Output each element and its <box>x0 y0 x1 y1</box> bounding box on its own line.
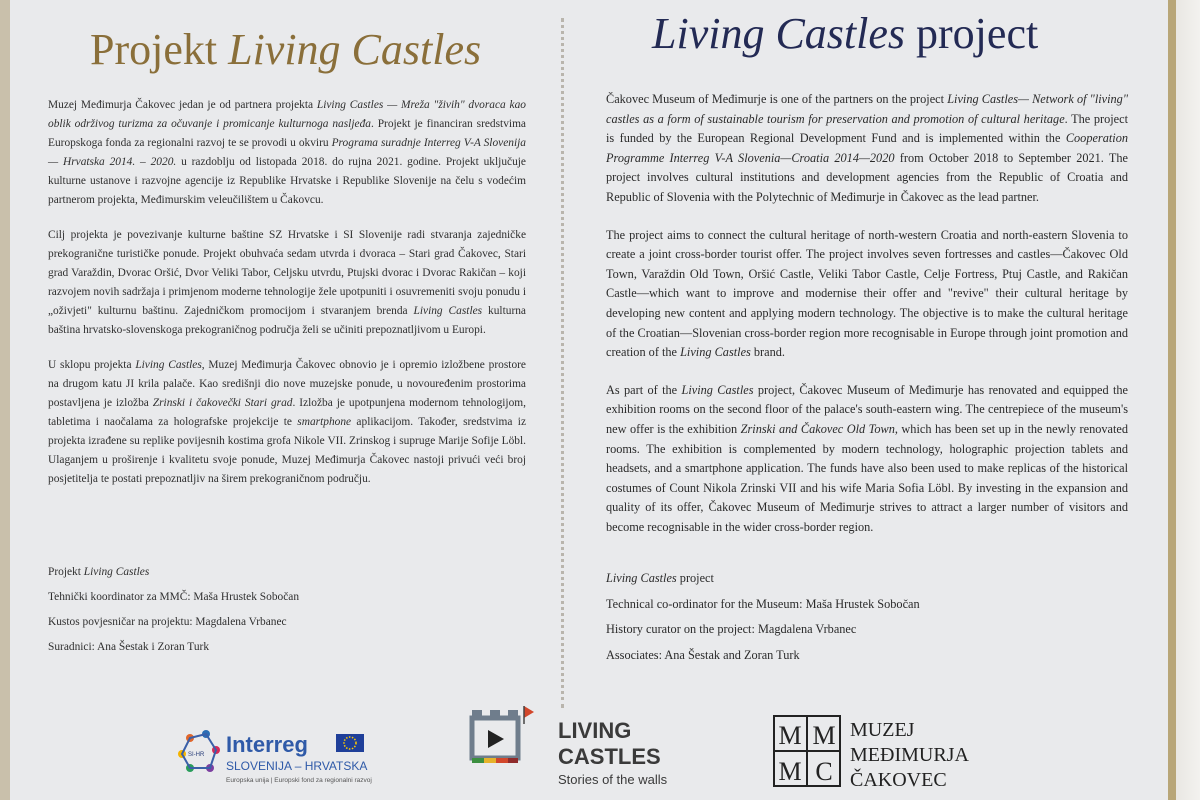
hr-p1-text-2: . Projekt je financiran sredstvima Europskoga fonda za regionalni razvoj te se provodi u okviru <box>48 118 526 149</box>
eu-flag-icon <box>336 734 364 752</box>
en-p3-text-2: project, Čakovec Museum of Međimurje has renovated and equipped the exhibition rooms on the second floor of the palace's south-eastern wing. The centrepiece of the museum's new offer is the exhibition <box>606 382 1128 436</box>
en-credit-coordinator: Technical co-ordinator for the Museum: Maša Hrustek Sobočan <box>606 596 920 611</box>
en-p2-italic: Living Castles <box>680 345 751 360</box>
en-credit-project <box>606 571 1126 597</box>
en-credit-curator: History curator on the project: Magdalena Vrbanec <box>606 622 857 636</box>
interreg-name: Interreg <box>226 732 308 757</box>
title-hr-italic: Living Castles <box>228 25 482 74</box>
title-en-italic: Living Castles <box>652 9 906 58</box>
hr-p1-text: Muzej Međimurja Čakovec jedan je od partnera projekta <box>48 99 317 111</box>
lc-line2: CASTLES <box>558 744 661 769</box>
museum-medjimurja-logo <box>772 712 1002 792</box>
interreg-badge: SI-HR <box>188 752 205 758</box>
hr-p1-italic: Living Castles — Mreža "živih" dvoraca kao oblik održivog turizma za očuvanje i promicanje kulturnoga nasljeđa <box>48 99 526 130</box>
hr-p3-text-3: . Izložba je upotpunjena modernom tehnologijom, tabletima i naočalama za holografske projekcije te <box>48 397 526 428</box>
hr-credit-project-italic: Living Castles <box>83 566 150 578</box>
hr-p3-text-4: aplikacijom. Također, sredstvima iz projekta izrađene su replike povijesnih kostima grofa Nikole VII. Zrinskog i supruge Marije Sofije Löbl. Ulaganjem u proširenje i kvalitetu svoje ponude, Muzej Međimurja Čakovec nastoji privući veći broj posjetitelja te postati prepoznatljiv na širem prekograničnom području. <box>48 416 526 485</box>
en-credit-associates: Associates: Ana Šestak and Zoran Turk <box>606 647 800 662</box>
english-credits <box>606 571 1126 673</box>
en-p2-text-2: brand. <box>750 345 785 360</box>
en-p3-text: As part of the <box>606 382 682 397</box>
hr-p2-italic: Living Castles <box>413 305 483 317</box>
lc-line1: LIVING <box>558 718 632 743</box>
en-paragraph-3 <box>606 381 1128 538</box>
en-paragraph-2 <box>606 226 1128 363</box>
title-hr-prefix: Projekt <box>90 25 229 74</box>
en-p3-italic: Living Castles <box>681 382 754 397</box>
title-en-suffix: project <box>905 9 1039 58</box>
en-p1-italic-2: Cooperation Programme Interreg V-A Slovenia—Croatia 2014—2020 <box>606 131 1128 165</box>
people-network-icon <box>178 730 220 772</box>
castle-tower-icon <box>472 706 534 763</box>
interreg-logo <box>176 728 376 788</box>
hr-credit-project <box>48 566 518 591</box>
hr-p2-text: Cilj projekta je povezivanje kulturne baštine SZ Hrvatske i SI Slovenije radi stvaranja zajedničke prekogranične turističke ponude. Projekt obuhvaća sedam utvrda i dvoraca – Stari grad Čakovec, Stari grad Varaždin, Dvorac Oršić, Dvor Veliki Tabor, Celjsku utvrdu, Ptujski dvorac i Dvorac Rakičan – koji razvojem novih sadržaja i primjenom moderne tehnologije žele upotpuniti i osuvremeniti svoju ponudu i „oživjeti" kulturnu baštinu. Zajedničkom promocijom i stvaranjem brenda <box>48 229 526 317</box>
mmc-letter-2: M <box>812 721 836 750</box>
croatian-credits <box>48 566 518 666</box>
en-p1-italic: Living Castles— Network of "living" castles as a form of sustainable tourism for preservation and promotion of cultural heritage <box>606 92 1128 126</box>
mmc-letter-1: M <box>778 721 802 750</box>
english-text-column <box>606 90 1128 555</box>
en-paragraph-1 <box>606 90 1128 208</box>
hr-paragraph-1 <box>48 96 526 210</box>
hr-p1-text-3: u razdoblju od listopada 2018. do rujna 2021. godine. Projekt uključuje kulturne ustanove i razvojne agencije iz Republike Hrvatske i Republike Slovenije na čelu s vodećim partnerom projekta, Međimurskim veleučilištem u Čakovcu. <box>48 156 526 206</box>
mmc-line3: ČAKOVEC <box>850 769 947 791</box>
hr-paragraph-2 <box>48 226 526 340</box>
lc-tagline: Stories of the walls <box>558 772 668 787</box>
hr-p1-italic-2: Programa suradnje Interreg V-A Slovenija — Hrvatska 2014. – 2020. <box>48 137 526 168</box>
en-credit-project-italic: Living Castles <box>606 571 677 585</box>
interreg-region: SLOVENIJA – HRVATSKA <box>226 759 368 773</box>
hr-p2-text-2: kulturna baština hrvatsko-slovenskoga prekograničnog područja želi se učiniti prepoznatljivom u Europi. <box>48 305 526 336</box>
hr-credit-associates: Suradnici: Ana Šestak i Zoran Turk <box>48 641 210 653</box>
mmc-letter-3: M <box>778 757 802 786</box>
hr-p3-text-2: , Muzej Međimurja Čakovec obnovio je i opremio izložbene prostore na drugom katu JI krila palače. Kao središnji dio nove muzejske ponude, u novouređenim prostorima postavljena je izložba <box>48 359 526 409</box>
hr-paragraph-3 <box>48 356 526 489</box>
croatian-text-column <box>48 96 526 505</box>
living-castles-logo <box>466 704 686 792</box>
column-divider <box>561 18 564 708</box>
en-p1-text-3: from October 2018 to September 2021. The project involves cultural institutions and development agencies from the Republic of Croatia and Republic of Slovenia with the Polytechnic of Međimurje in Čakovec as the lead partner. <box>606 150 1128 204</box>
en-credit-project-suffix: project <box>676 571 714 585</box>
hr-credit-coordinator: Tehnički koordinator za MMČ: Maša Hrustek Sobočan <box>48 591 300 603</box>
en-p2-text: The project aims to connect the cultural heritage of north-western Croatia and north-eastern Slovenia to create a joint cross-border tourist offer. The project involves seven fortresses and castles—Čakovec Old Town, Varaždin Old Town, Oršić Castle, Veliki Tabor Castle, Celje Fortress, Ptuj Castle, and Rakičan Castle—which want to improve and modernise their offer and "revive" their cultural heritage by developing new content and applying modern technology. The objective is to make the cultural heritage of the Croatian—Slovenian cross-border region more recognisable in Europe through joint promotion and creation of the <box>606 227 1128 360</box>
en-p3-italic-2: Zrinski and Čakovec Old Town <box>740 421 895 436</box>
title-english <box>652 8 1152 59</box>
hr-p3-italic-2: Zrinski i čakovečki Stari grad <box>152 397 293 409</box>
hr-p3-italic: Living Castles <box>135 359 202 371</box>
mmc-line1: MUZEJ <box>850 719 915 741</box>
en-p1-text-2: . The project is funded by the European Regional Development Fund and is implemented within the <box>606 111 1128 146</box>
hr-credit-curator: Kustos povjesničar na projektu: Magdalena Vrbanec <box>48 616 287 628</box>
hr-p3-text: U sklopu projekta <box>48 359 136 371</box>
title-croatian <box>90 24 530 75</box>
wall-edge <box>1168 0 1200 800</box>
hr-credit-project-prefix: Projekt <box>48 566 84 578</box>
hr-p3-italic-3: smartphone <box>297 416 352 428</box>
mmc-letter-4: C <box>815 757 833 786</box>
en-p3-text-3: , which has been set up in the newly renovated rooms. The exhibition is complemented by modern technology, holographic projection tablets and headsets, and a smartphone application. The funds have also been used to make replicas of the historical costumes of Count Nikola Zrinski VII and his wife Maria Sofia Löbl. By investing in the expansion and quality of its offer, Čakovec Museum of Međimurje strives to attract a larger number of visitors and become recognisable in the wider cross-border region. <box>606 421 1128 534</box>
en-p1-text: Čakovec Museum of Međimurje is one of the partners on the project <box>606 92 948 106</box>
interreg-fund: Europska unija | Europski fond za regionalni razvoj <box>226 777 372 784</box>
mmc-monogram-icon <box>774 716 840 786</box>
mmc-line2: MEĐIMURJA <box>850 744 969 766</box>
